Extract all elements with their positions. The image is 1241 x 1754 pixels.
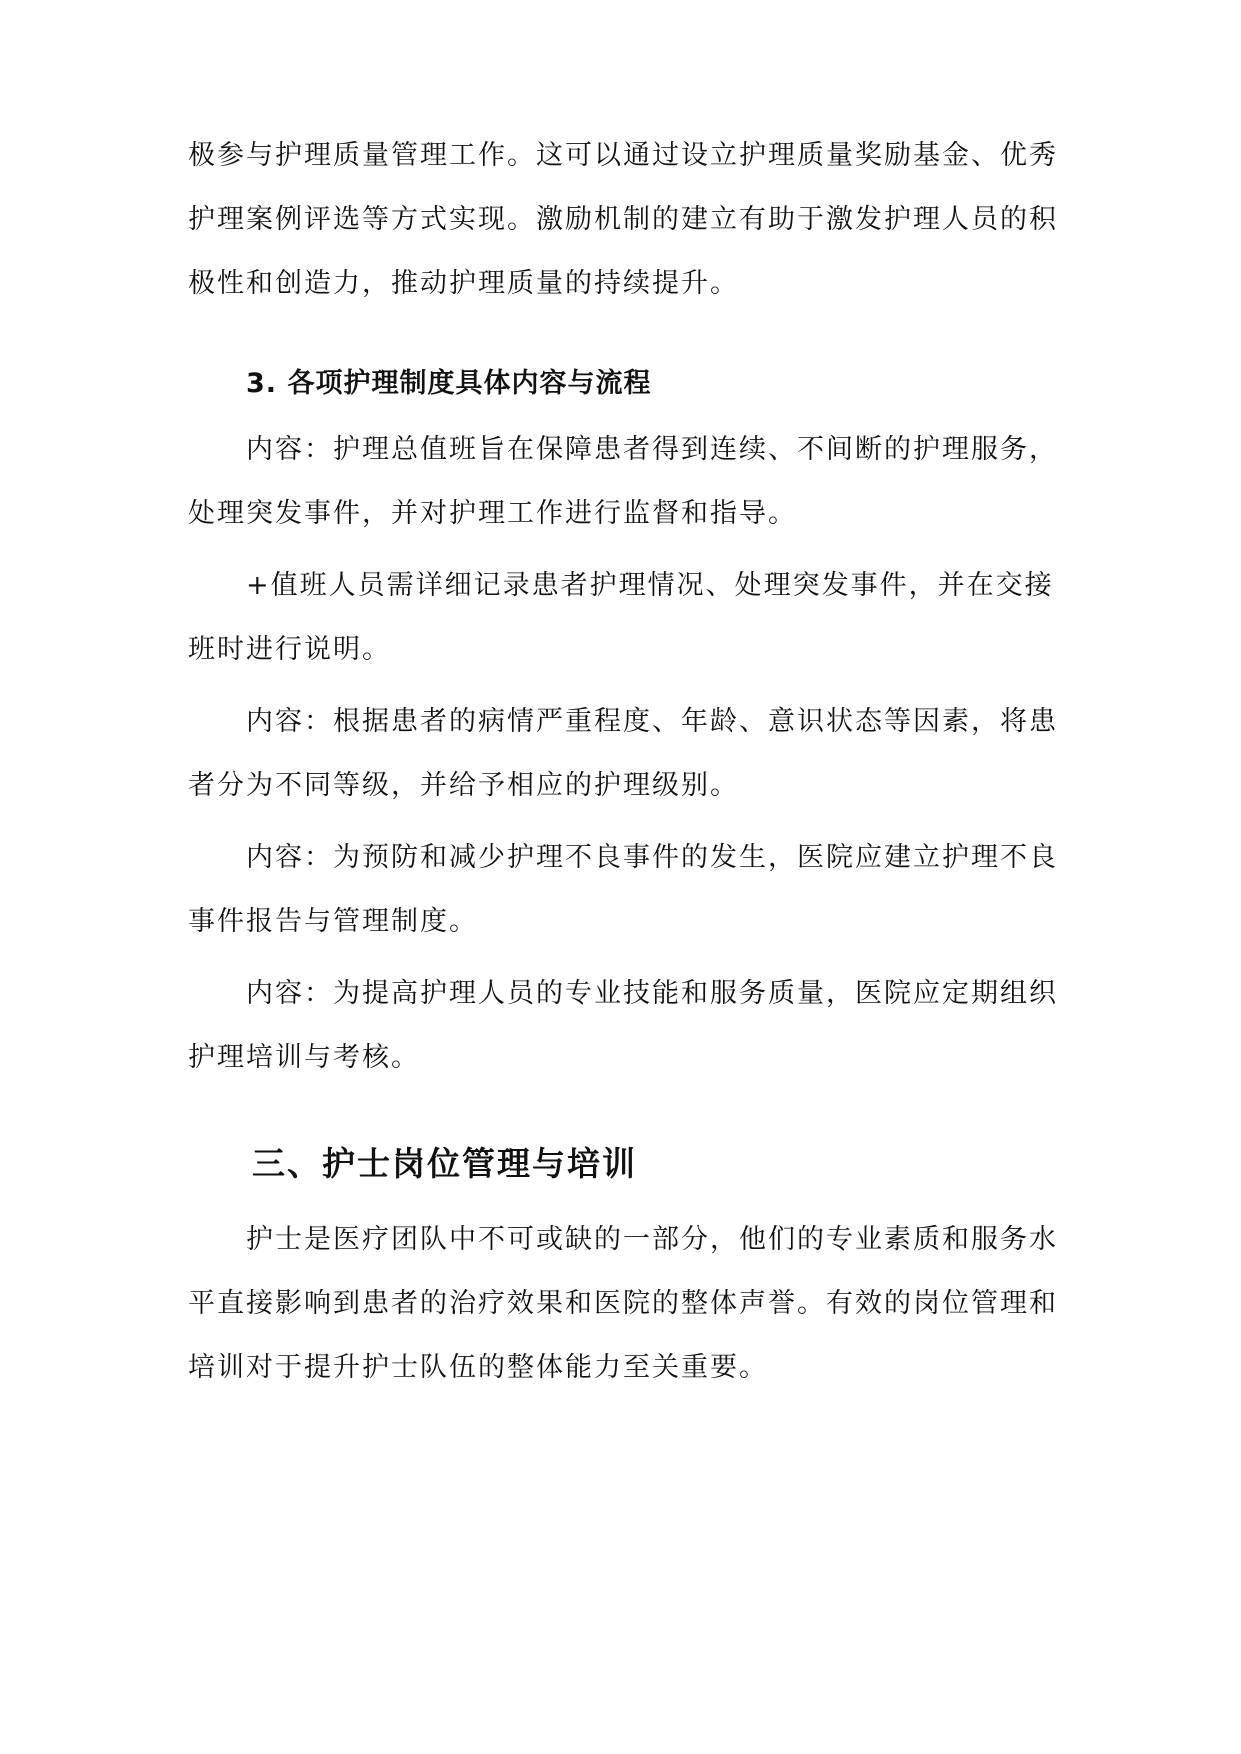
s3-p5-line-1: 内容：为提高护理人员的专业技能和服务质量，医院应定期组织 bbox=[246, 978, 1058, 1009]
s3-p2-line-1: +值班人员需详细记录患者护理情况、处理突发事件，并在交接 bbox=[246, 570, 1054, 601]
s3-p3-line-2: 者分为不同等级，并给予相应的护理级别。 bbox=[188, 770, 739, 801]
s3-p4-line-2: 事件报告与管理制度。 bbox=[188, 906, 478, 937]
section-three-heading: 三、护士岗位管理与培训 bbox=[252, 1144, 637, 1183]
s-three-p1-line-3: 培训对于提升护士队伍的整体能力至关重要。 bbox=[188, 1352, 768, 1383]
intro-line-2: 护理案例评选等方式实现。激励机制的建立有助于激发护理人员的积 bbox=[188, 204, 1058, 235]
intro-line-1: 极参与护理质量管理工作。这可以通过设立护理质量奖励基金、优秀 bbox=[188, 140, 1058, 171]
section-3-heading: 3. 各项护理制度具体内容与流程 bbox=[246, 368, 652, 399]
s3-p3-line-1: 内容：根据患者的病情严重程度、年龄、意识状态等因素，将患 bbox=[246, 706, 1058, 737]
s3-p2-line-2: 班时进行说明。 bbox=[188, 634, 391, 665]
s3-p5-line-2: 护理培训与考核。 bbox=[188, 1042, 420, 1073]
s-three-p1-line-2: 平直接影响到患者的治疗效果和医院的整体声誉。有效的岗位管理和 bbox=[188, 1288, 1058, 1319]
s3-p4-line-1: 内容：为预防和减少护理不良事件的发生，医院应建立护理不良 bbox=[246, 842, 1058, 873]
intro-line-3: 极性和创造力，推动护理质量的持续提升。 bbox=[188, 268, 739, 299]
s3-p1-line-1: 内容：护理总值班旨在保障患者得到连续、不间断的护理服务， bbox=[246, 434, 1058, 465]
s3-p1-line-2: 处理突发事件，并对护理工作进行监督和指导。 bbox=[188, 498, 797, 529]
s-three-p1-line-1: 护士是医疗团队中不可或缺的一部分，他们的专业素质和服务水 bbox=[246, 1224, 1058, 1255]
